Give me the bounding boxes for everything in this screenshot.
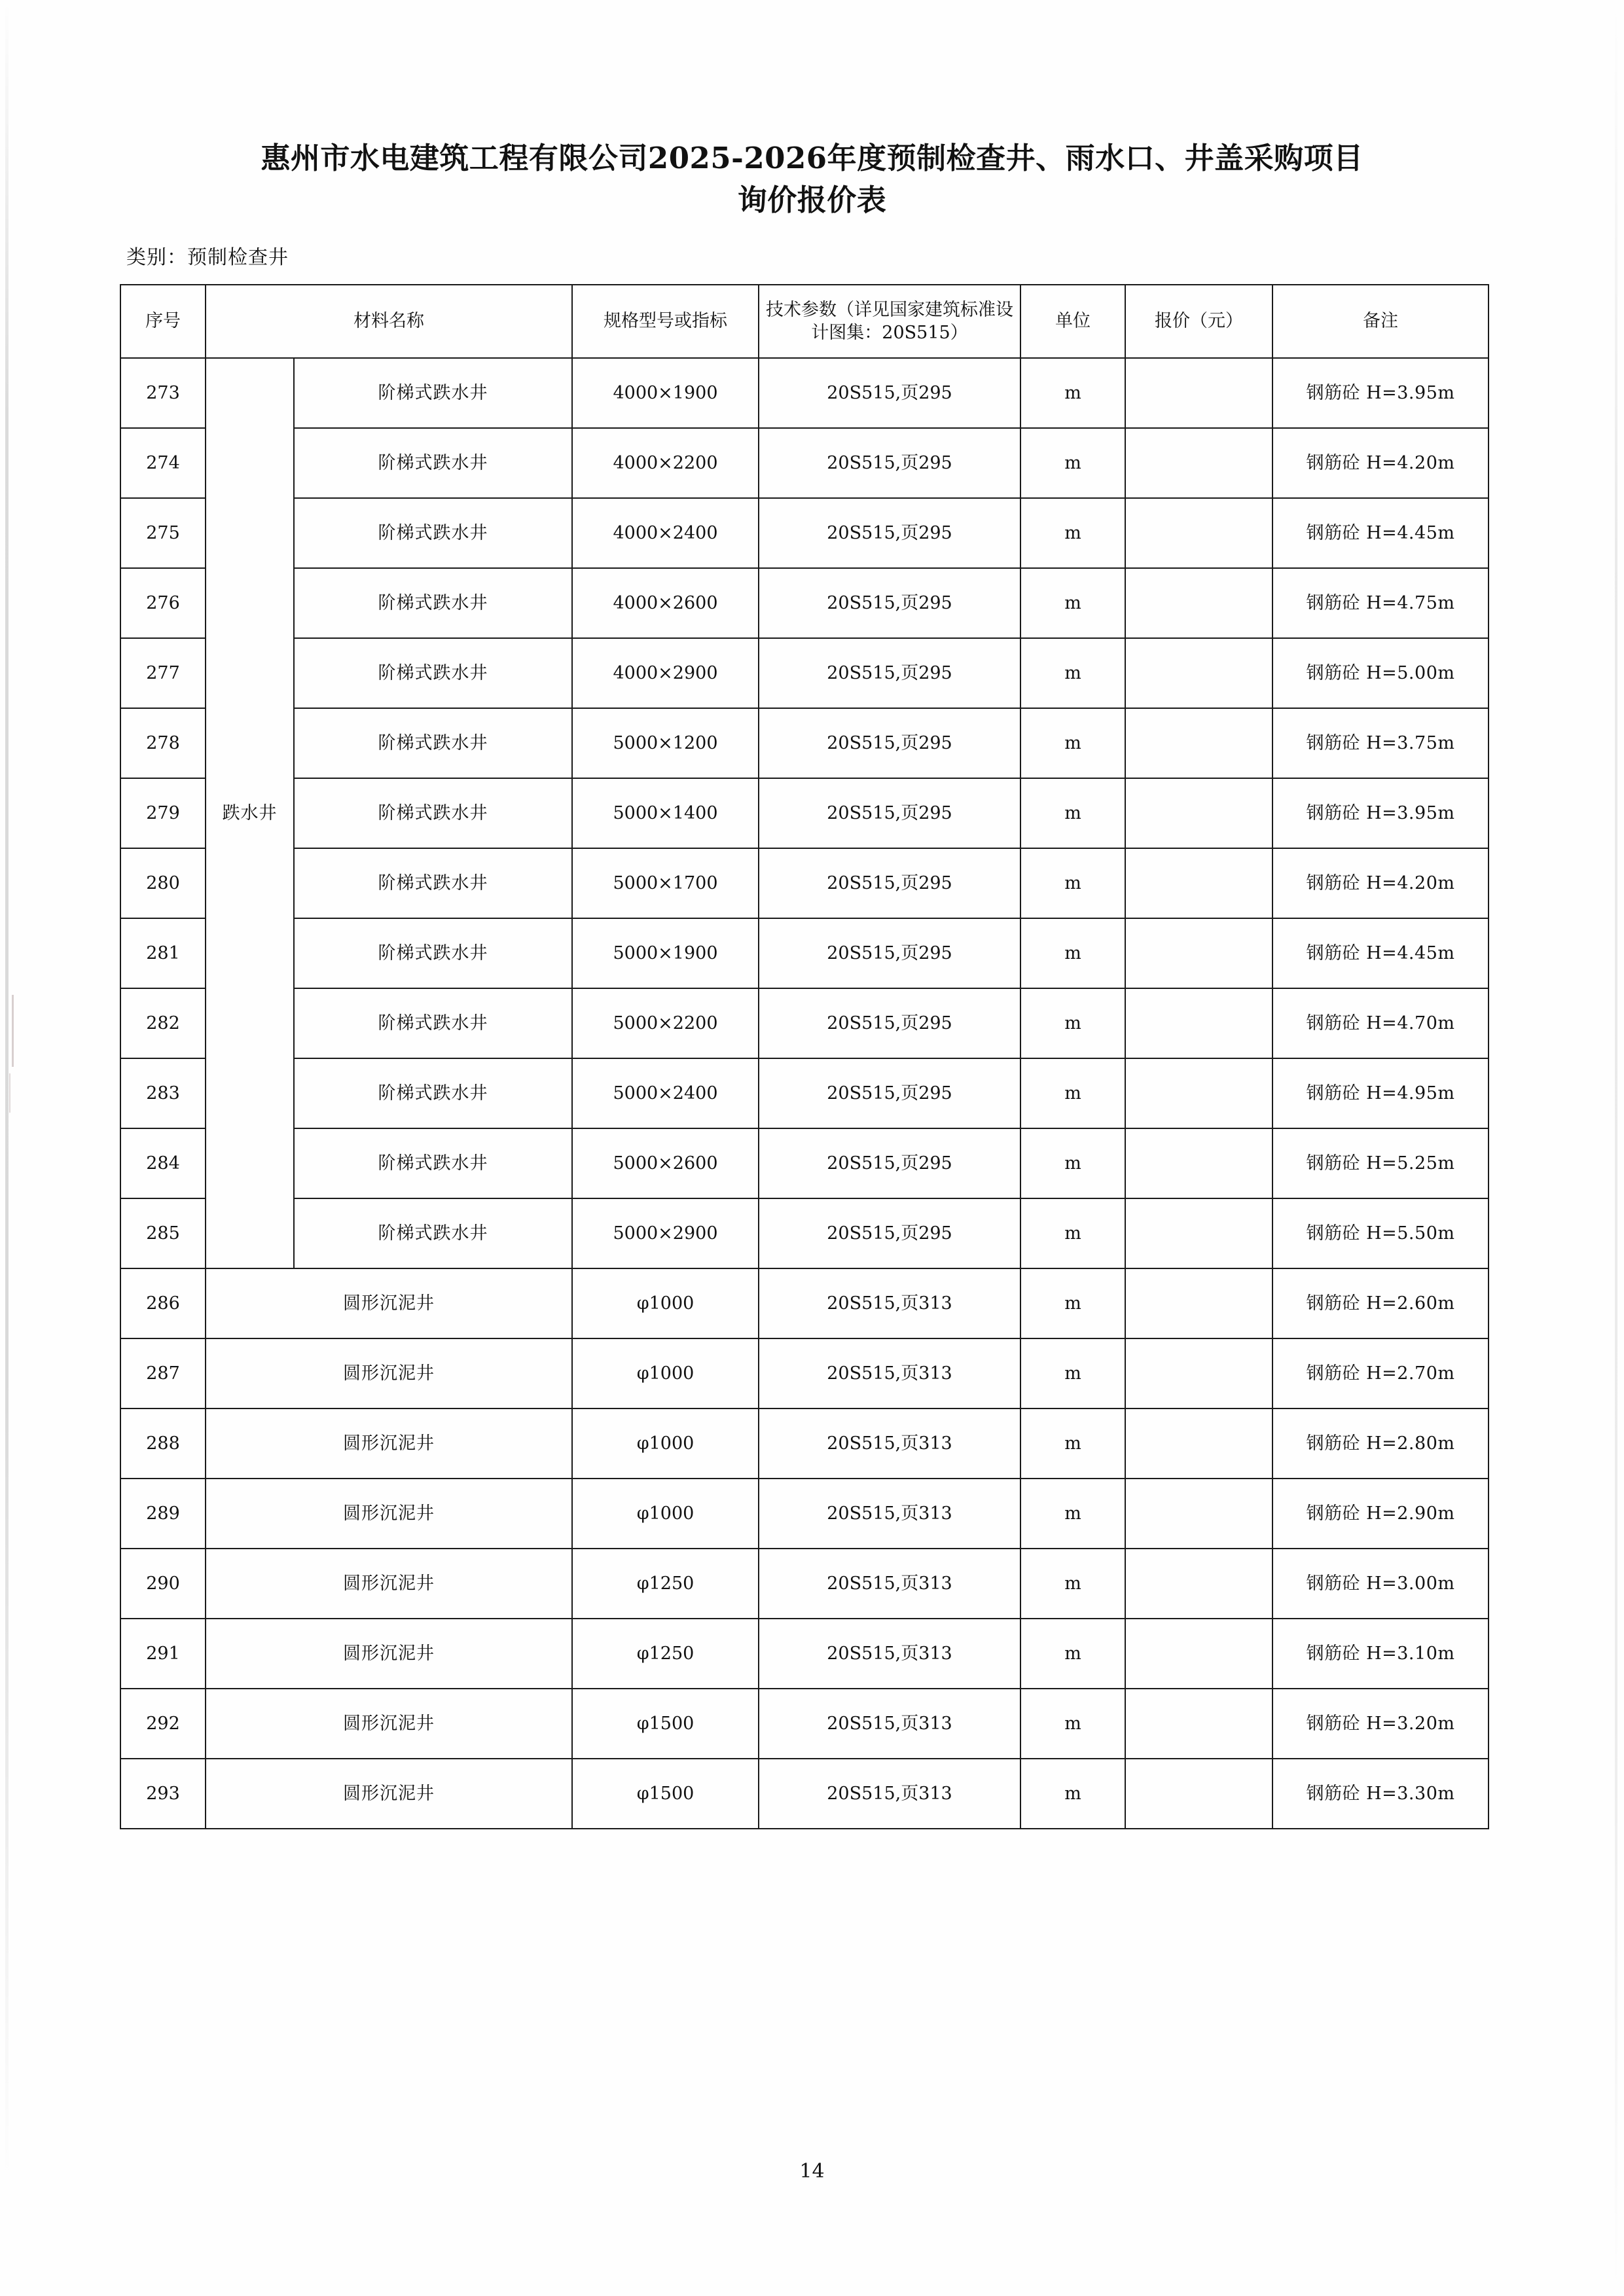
cell-name: 阶梯式跌水井 bbox=[294, 428, 572, 498]
cell-remark: 钢筋砼 H=4.70m bbox=[1272, 988, 1489, 1058]
cell-tech: 20S515,页295 bbox=[759, 988, 1020, 1058]
cell-price-input[interactable] bbox=[1125, 918, 1272, 988]
cell-name: 阶梯式跌水井 bbox=[294, 638, 572, 708]
column-header-spec: 规格型号或指标 bbox=[572, 285, 759, 358]
cell-name: 圆形沉泥井 bbox=[206, 1759, 572, 1829]
table-row bbox=[120, 778, 1489, 848]
cell-remark: 钢筋砼 H=3.75m bbox=[1272, 708, 1489, 778]
table-header bbox=[120, 285, 1489, 358]
cell-spec: 4000×2900 bbox=[572, 638, 759, 708]
cell-spec: 4000×2200 bbox=[572, 428, 759, 498]
cell-spec: 5000×2900 bbox=[572, 1198, 759, 1268]
cell-name: 圆形沉泥井 bbox=[206, 1338, 572, 1408]
cell-unit: m bbox=[1020, 1058, 1125, 1128]
cell-spec: φ1250 bbox=[572, 1619, 759, 1689]
cell-name: 阶梯式跌水井 bbox=[294, 708, 572, 778]
table-row bbox=[120, 498, 1489, 568]
cell-spec: φ1000 bbox=[572, 1479, 759, 1549]
cell-remark: 钢筋砼 H=5.50m bbox=[1272, 1198, 1489, 1268]
cell-seq: 287 bbox=[120, 1338, 206, 1408]
cell-remark: 钢筋砼 H=3.95m bbox=[1272, 778, 1489, 848]
cell-price-input[interactable] bbox=[1125, 358, 1272, 428]
cell-price-input[interactable] bbox=[1125, 778, 1272, 848]
cell-remark: 钢筋砼 H=3.30m bbox=[1272, 1759, 1489, 1829]
cell-remark: 钢筋砼 H=2.60m bbox=[1272, 1268, 1489, 1338]
cell-remark: 钢筋砼 H=5.25m bbox=[1272, 1128, 1489, 1198]
cell-price-input[interactable] bbox=[1125, 1058, 1272, 1128]
cell-price-input[interactable] bbox=[1125, 1549, 1272, 1619]
cell-price-input[interactable] bbox=[1125, 988, 1272, 1058]
scan-artifact-mark-a bbox=[12, 995, 14, 1067]
column-header-seq: 序号 bbox=[120, 285, 206, 358]
cell-name: 圆形沉泥井 bbox=[206, 1689, 572, 1759]
cell-spec: 5000×1200 bbox=[572, 708, 759, 778]
cell-spec: φ1000 bbox=[572, 1268, 759, 1338]
cell-remark: 钢筋砼 H=5.00m bbox=[1272, 638, 1489, 708]
cell-price-input[interactable] bbox=[1125, 1268, 1272, 1338]
scan-artifact-right bbox=[1615, 0, 1617, 2296]
cell-unit: m bbox=[1020, 1198, 1125, 1268]
table-row bbox=[120, 358, 1489, 428]
cell-spec: 5000×1900 bbox=[572, 918, 759, 988]
cell-tech: 20S515,页295 bbox=[759, 358, 1020, 428]
cell-tech: 20S515,页295 bbox=[759, 848, 1020, 918]
cell-price-input[interactable] bbox=[1125, 1689, 1272, 1759]
table-row bbox=[120, 1338, 1489, 1408]
cell-name: 圆形沉泥井 bbox=[206, 1619, 572, 1689]
cell-remark: 钢筋砼 H=2.80m bbox=[1272, 1408, 1489, 1479]
document-content bbox=[120, 137, 1504, 1829]
cell-spec: 4000×2600 bbox=[572, 568, 759, 638]
cell-remark: 钢筋砼 H=4.45m bbox=[1272, 498, 1489, 568]
cell-tech: 20S515,页295 bbox=[759, 708, 1020, 778]
cell-tech: 20S515,页313 bbox=[759, 1268, 1020, 1338]
cell-unit: m bbox=[1020, 1479, 1125, 1549]
cell-seq: 285 bbox=[120, 1198, 206, 1268]
table-row bbox=[120, 1759, 1489, 1829]
table-row bbox=[120, 1549, 1489, 1619]
cell-unit: m bbox=[1020, 1689, 1125, 1759]
cell-unit: m bbox=[1020, 918, 1125, 988]
cell-unit: m bbox=[1020, 1619, 1125, 1689]
table-body bbox=[120, 358, 1489, 1829]
cell-price-input[interactable] bbox=[1125, 708, 1272, 778]
table-row bbox=[120, 1198, 1489, 1268]
cell-price-input[interactable] bbox=[1125, 1128, 1272, 1198]
table-row bbox=[120, 638, 1489, 708]
cell-name: 阶梯式跌水井 bbox=[294, 778, 572, 848]
cell-tech: 20S515,页313 bbox=[759, 1549, 1020, 1619]
cell-seq: 279 bbox=[120, 778, 206, 848]
cell-seq: 277 bbox=[120, 638, 206, 708]
column-header-unit: 单位 bbox=[1020, 285, 1125, 358]
cell-unit: m bbox=[1020, 848, 1125, 918]
cell-price-input[interactable] bbox=[1125, 1198, 1272, 1268]
cell-name: 阶梯式跌水井 bbox=[294, 848, 572, 918]
cell-name: 阶梯式跌水井 bbox=[294, 988, 572, 1058]
table-row bbox=[120, 1058, 1489, 1128]
cell-tech: 20S515,页295 bbox=[759, 918, 1020, 988]
table-row bbox=[120, 1408, 1489, 1479]
cell-seq: 278 bbox=[120, 708, 206, 778]
page-title-line-2: 询价报价表 bbox=[737, 182, 887, 217]
cell-seq: 282 bbox=[120, 988, 206, 1058]
cell-seq: 289 bbox=[120, 1479, 206, 1549]
cell-unit: m bbox=[1020, 778, 1125, 848]
cell-price-input[interactable] bbox=[1125, 498, 1272, 568]
table-row bbox=[120, 1619, 1489, 1689]
table-row bbox=[120, 568, 1489, 638]
cell-unit: m bbox=[1020, 1759, 1125, 1829]
cell-price-input[interactable] bbox=[1125, 848, 1272, 918]
cell-tech: 20S515,页313 bbox=[759, 1689, 1020, 1759]
cell-price-input[interactable] bbox=[1125, 1479, 1272, 1549]
cell-unit: m bbox=[1020, 1268, 1125, 1338]
cell-name: 阶梯式跌水井 bbox=[294, 918, 572, 988]
cell-name: 圆形沉泥井 bbox=[206, 1408, 572, 1479]
cell-seq: 292 bbox=[120, 1689, 206, 1759]
cell-remark: 钢筋砼 H=2.90m bbox=[1272, 1479, 1489, 1549]
cell-remark: 钢筋砼 H=4.20m bbox=[1272, 428, 1489, 498]
cell-tech: 20S515,页313 bbox=[759, 1619, 1020, 1689]
cell-name: 阶梯式跌水井 bbox=[294, 1198, 572, 1268]
cell-tech: 20S515,页295 bbox=[759, 638, 1020, 708]
cell-spec: 5000×1400 bbox=[572, 778, 759, 848]
table-row bbox=[120, 1479, 1489, 1549]
cell-remark: 钢筋砼 H=4.20m bbox=[1272, 848, 1489, 918]
cell-unit: m bbox=[1020, 568, 1125, 638]
cell-unit: m bbox=[1020, 708, 1125, 778]
cell-tech: 20S515,页295 bbox=[759, 498, 1020, 568]
cell-tech: 20S515,页313 bbox=[759, 1338, 1020, 1408]
cell-name: 阶梯式跌水井 bbox=[294, 358, 572, 428]
page-number: 14 bbox=[799, 2160, 825, 2183]
cell-spec: φ1000 bbox=[572, 1338, 759, 1408]
cell-remark: 钢筋砼 H=3.10m bbox=[1272, 1619, 1489, 1689]
column-header-tech: 技术参数（详见国家建筑标准设计图集：20S515） bbox=[759, 285, 1020, 358]
cell-unit: m bbox=[1020, 638, 1125, 708]
cell-tech: 20S515,页313 bbox=[759, 1408, 1020, 1479]
cell-spec: 4000×2400 bbox=[572, 498, 759, 568]
cell-price-input[interactable] bbox=[1125, 1619, 1272, 1689]
table-header-row bbox=[120, 285, 1489, 358]
cell-spec: 5000×2400 bbox=[572, 1058, 759, 1128]
cell-seq: 274 bbox=[120, 428, 206, 498]
table-row bbox=[120, 918, 1489, 988]
page-title-line-1: 惠州市水电建筑工程有限公司2025-2026年度预制检查井、雨水口、井盖采购项目 bbox=[261, 141, 1363, 175]
cell-remark: 钢筋砼 H=4.95m bbox=[1272, 1058, 1489, 1128]
cell-seq: 288 bbox=[120, 1408, 206, 1479]
cell-unit: m bbox=[1020, 498, 1125, 568]
cell-unit: m bbox=[1020, 358, 1125, 428]
cell-spec: φ1500 bbox=[572, 1689, 759, 1759]
cell-price-input[interactable] bbox=[1125, 1408, 1272, 1479]
table-row bbox=[120, 848, 1489, 918]
cell-tech: 20S515,页295 bbox=[759, 778, 1020, 848]
scan-artifact-mark-b bbox=[9, 1073, 10, 1113]
table-row bbox=[120, 1689, 1489, 1759]
cell-remark: 钢筋砼 H=2.70m bbox=[1272, 1338, 1489, 1408]
column-header-price: 报价（元） bbox=[1125, 285, 1272, 358]
cell-remark: 钢筋砼 H=3.00m bbox=[1272, 1549, 1489, 1619]
cell-price-input[interactable] bbox=[1125, 638, 1272, 708]
cell-seq: 273 bbox=[120, 358, 206, 428]
table-row bbox=[120, 1128, 1489, 1198]
cell-tech: 20S515,页295 bbox=[759, 428, 1020, 498]
column-header-remark: 备注 bbox=[1272, 285, 1489, 358]
cell-name: 阶梯式跌水井 bbox=[294, 1058, 572, 1128]
cell-name: 阶梯式跌水井 bbox=[294, 1128, 572, 1198]
cell-tech: 20S515,页313 bbox=[759, 1479, 1020, 1549]
cell-tech: 20S515,页313 bbox=[759, 1759, 1020, 1829]
cell-spec: φ1250 bbox=[572, 1549, 759, 1619]
cell-seq: 280 bbox=[120, 848, 206, 918]
table-row bbox=[120, 1268, 1489, 1338]
cell-price-input[interactable] bbox=[1125, 428, 1272, 498]
cell-price-input[interactable] bbox=[1125, 1338, 1272, 1408]
cell-remark: 钢筋砼 H=4.45m bbox=[1272, 918, 1489, 988]
cell-seq: 275 bbox=[120, 498, 206, 568]
cell-price-input[interactable] bbox=[1125, 568, 1272, 638]
cell-spec: 5000×2200 bbox=[572, 988, 759, 1058]
cell-name: 圆形沉泥井 bbox=[206, 1268, 572, 1338]
cell-unit: m bbox=[1020, 428, 1125, 498]
cell-tech: 20S515,页295 bbox=[759, 568, 1020, 638]
cell-spec: φ1500 bbox=[572, 1759, 759, 1829]
column-header-material-name: 材料名称 bbox=[206, 285, 572, 358]
cell-unit: m bbox=[1020, 988, 1125, 1058]
cell-tech: 20S515,页295 bbox=[759, 1198, 1020, 1268]
cell-seq: 291 bbox=[120, 1619, 206, 1689]
cell-remark: 钢筋砼 H=4.75m bbox=[1272, 568, 1489, 638]
cell-spec: 5000×2600 bbox=[572, 1128, 759, 1198]
cell-remark: 钢筋砼 H=3.95m bbox=[1272, 358, 1489, 428]
table-row bbox=[120, 428, 1489, 498]
cell-unit: m bbox=[1020, 1338, 1125, 1408]
page-title bbox=[161, 137, 1464, 221]
cell-tech: 20S515,页295 bbox=[759, 1058, 1020, 1128]
quotation-table bbox=[120, 284, 1489, 1829]
cell-price-input[interactable] bbox=[1125, 1759, 1272, 1829]
cell-seq: 284 bbox=[120, 1128, 206, 1198]
cell-seq: 281 bbox=[120, 918, 206, 988]
cell-group-label: 跌水井 bbox=[206, 358, 294, 1268]
cell-seq: 293 bbox=[120, 1759, 206, 1829]
scan-artifact-left bbox=[5, 0, 9, 2296]
cell-seq: 283 bbox=[120, 1058, 206, 1128]
table-row bbox=[120, 988, 1489, 1058]
cell-unit: m bbox=[1020, 1408, 1125, 1479]
cell-spec: 4000×1900 bbox=[572, 358, 759, 428]
cell-name: 圆形沉泥井 bbox=[206, 1479, 572, 1549]
cell-remark: 钢筋砼 H=3.20m bbox=[1272, 1689, 1489, 1759]
cell-name: 阶梯式跌水井 bbox=[294, 568, 572, 638]
cell-unit: m bbox=[1020, 1549, 1125, 1619]
cell-spec: 5000×1700 bbox=[572, 848, 759, 918]
cell-name: 阶梯式跌水井 bbox=[294, 498, 572, 568]
cell-spec: φ1000 bbox=[572, 1408, 759, 1479]
cell-seq: 276 bbox=[120, 568, 206, 638]
cell-name: 圆形沉泥井 bbox=[206, 1549, 572, 1619]
cell-unit: m bbox=[1020, 1128, 1125, 1198]
cell-tech: 20S515,页295 bbox=[759, 1128, 1020, 1198]
table-row bbox=[120, 708, 1489, 778]
cell-seq: 290 bbox=[120, 1549, 206, 1619]
category-label: 类别：预制检查井 bbox=[126, 245, 289, 269]
cell-seq: 286 bbox=[120, 1268, 206, 1338]
